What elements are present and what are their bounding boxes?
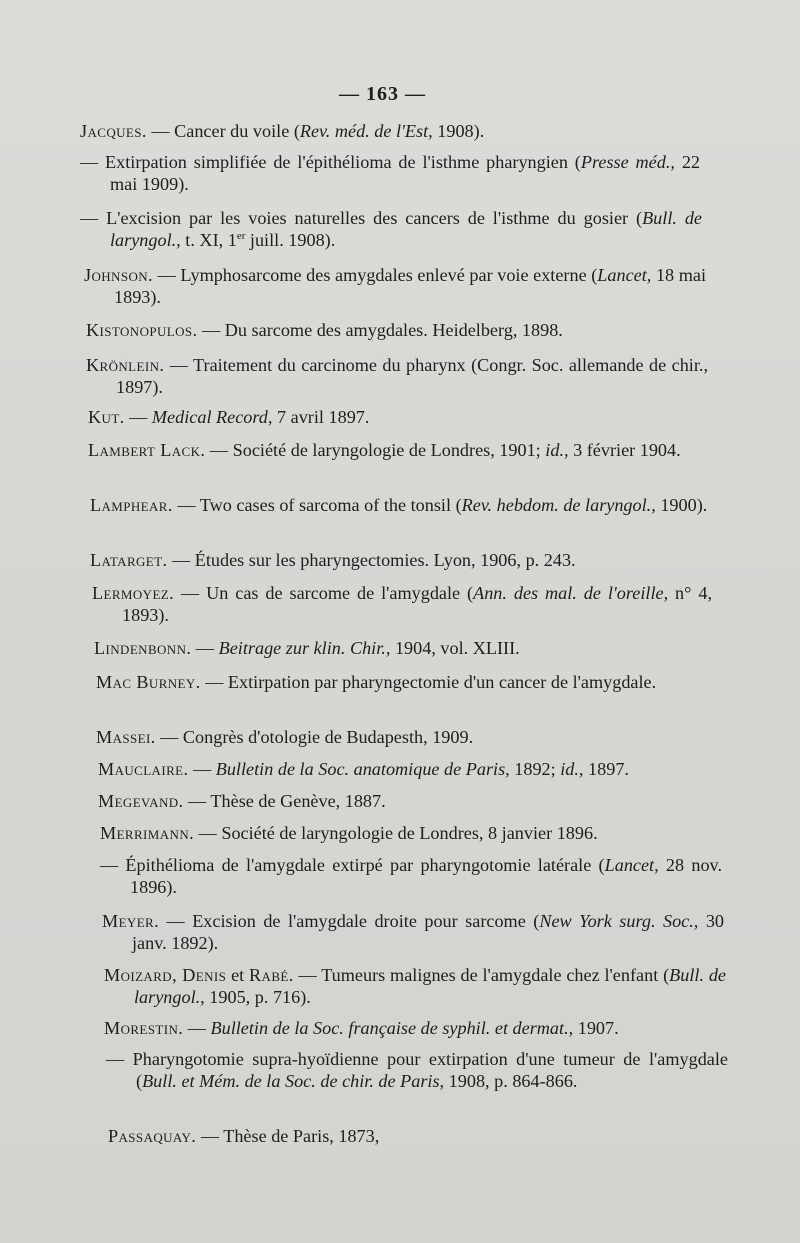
bibliography-entry <box>106 1048 728 1093</box>
entry-source: id., <box>545 440 569 460</box>
entry-author: Lermoyez. <box>92 583 175 603</box>
entry-text: — <box>124 407 152 427</box>
entry-text: — L'excision par les voies naturelles des cancers de l'isthme du gosier ( <box>80 208 643 228</box>
entry-source: Bulletin de la Soc. anatomique de Paris, <box>215 759 510 779</box>
entry-author: Massei. <box>96 727 156 747</box>
entry-text-end: 3 février 1904. <box>568 440 681 460</box>
entry-text-end: 7 avril 1897. <box>272 407 370 427</box>
entry-author: Jacques. <box>80 121 147 141</box>
bibliography-entry <box>94 637 714 659</box>
entry-author: Passaquay. <box>108 1126 197 1146</box>
entry-coauthor: Rabé. <box>249 965 294 985</box>
entry-text-end: 18 mai 1893). <box>114 265 706 308</box>
entry-text-end: juill. 1908). <box>245 230 336 251</box>
entry-text: — Two cases of sarcoma of the tonsil ( <box>172 495 462 515</box>
entry-source: Medical Record, <box>151 407 273 427</box>
bibliography-entry <box>100 854 722 899</box>
entry-author: Kut. <box>88 407 125 427</box>
bibliography-entry <box>98 758 738 780</box>
entry-source: Bull. et Mém. de la Soc. de chir. de Paris, <box>142 1071 445 1092</box>
bibliography-entry <box>84 264 706 309</box>
bibliography-entry <box>96 726 736 748</box>
entry-text-mid: 1892; <box>509 759 561 779</box>
entry-author: Kistonopulos. <box>86 320 198 340</box>
entry-source: Ann. des mal. de l'oreille, <box>473 583 669 603</box>
entry-source: Lancet, <box>604 855 659 875</box>
bibliography-entry <box>96 671 716 693</box>
entry-text: — Cancer du voile ( <box>146 121 300 141</box>
entry-text-end: 1904, vol. XLIII. <box>390 638 520 658</box>
entry-author: Mauclaire. <box>98 759 189 779</box>
bibliography-entry <box>104 964 726 1009</box>
bibliography-entry <box>98 790 738 812</box>
entry-source: Bulletin de la Soc. française de syphil. et dermat., <box>210 1018 574 1038</box>
entry-text-end: 22 mai 1909). <box>110 152 701 195</box>
entry-author: Krönlein. <box>86 355 165 375</box>
entry-text-end: 1900). <box>655 495 708 515</box>
entry-text: et <box>226 965 250 985</box>
entry-text-end: n° 4, 1893). <box>122 583 712 626</box>
entry-text: — Traitement du carcinome du pharynx (Congr. Soc. allemande de chir., 1897). <box>116 355 708 398</box>
entry-text: — Épithélioma de l'amygdale extirpé par pharyngotomie latérale ( <box>100 855 605 875</box>
entry-source: Lancet, <box>597 265 652 285</box>
bibliography-entry <box>90 494 710 516</box>
entry-text-end: 1905, p. 716). <box>204 987 311 1008</box>
entry-text: — Thèse de Paris, 1873, <box>196 1126 380 1146</box>
entry-text: — Extirpation simplifiée de l'épithélioma de l'isthme pharyngien ( <box>80 152 581 172</box>
entry-text: — Études sur les pharyngectomies. Lyon, 1906, p. 243. <box>167 550 576 570</box>
entry-author: Johnson. <box>84 265 153 285</box>
entry-text: — Du sarcome des amygdales. Heidelberg, 1898. <box>197 320 563 340</box>
bibliography-entry <box>90 549 730 571</box>
entry-source: Beitrage zur klin. Chir., <box>218 638 391 658</box>
bibliography-entry <box>80 120 600 142</box>
entry-text: — Extirpation par pharyngectomie d'un cancer de l'amygdale. <box>200 672 657 692</box>
entry-text-end: 1908). <box>432 121 485 141</box>
entry-text: — Lymphosarcome des amygdales enlevé par voie externe ( <box>153 265 598 285</box>
entry-text: — Excision de l'amygdale droite pour sarcome ( <box>159 911 540 931</box>
entry-ibid: id., <box>560 759 584 779</box>
bibliography-entry <box>92 582 712 627</box>
bibliography-entry <box>104 1017 744 1039</box>
entry-text-mid: t. XI, 1 <box>180 230 237 251</box>
entry-author: Megevand. <box>98 791 184 811</box>
bibliography-entry <box>80 151 700 196</box>
bibliography-entry <box>86 354 708 399</box>
entry-author: Morestin. <box>104 1018 184 1038</box>
bibliography-entry <box>88 439 708 461</box>
bibliography-entry <box>86 319 726 341</box>
bibliography-entry <box>102 910 724 955</box>
entry-text-end: 1908, p. 864-866. <box>444 1071 578 1092</box>
entry-text: — Société de laryngologie de Londres, 8 janvier 1896. <box>194 823 598 843</box>
entry-text: — Thèse de Genève, 1887. <box>183 791 386 811</box>
page-number: — 163 — <box>339 83 426 105</box>
entry-text: — Pharyngotomie supra-hyoïdienne pour extirpation d'une tumeur de l'amygdale ( <box>106 1049 728 1092</box>
entry-text-end: 30 janv. 1892). <box>132 911 725 954</box>
entry-text: — <box>183 1018 211 1038</box>
entry-text: — Un cas de sarcome de l'amygdale ( <box>174 583 474 603</box>
entry-text-2: — Tumeurs malignes de l'amygdale chez l'enfant ( <box>293 965 670 985</box>
bibliography-entry <box>108 1125 708 1147</box>
entry-author: Lindenbonn. <box>94 638 192 658</box>
entry-text-end: 1907. <box>573 1018 619 1038</box>
entry-text-end: 1897. <box>583 759 629 779</box>
entry-source: Rev. méd. de l'Est, <box>299 121 433 141</box>
entry-source: Bull. de laryngol., <box>110 208 702 251</box>
entry-author: Mac Burney. <box>96 672 201 692</box>
bibliography-entry <box>80 207 702 252</box>
entry-text: — Congrès d'otologie de Budapesth, 1909. <box>155 727 474 747</box>
entry-author: Meyer. <box>102 911 160 931</box>
entry-author: Latarget. <box>90 550 168 570</box>
entry-author: Lamphear. <box>90 495 173 515</box>
entry-author: Merrimann. <box>100 823 195 843</box>
entry-source: Presse méd., <box>580 152 675 172</box>
entry-author: Moizard, Denis <box>104 965 227 985</box>
entry-text-end: 28 nov. 1896). <box>130 855 722 898</box>
entry-source: Rev. hebdom. de laryngol., <box>461 495 656 515</box>
entry-source: Bull. de laryngol., <box>134 965 726 1008</box>
entry-text: — Société de laryngologie de Londres, 1901; <box>205 440 546 460</box>
entry-superscript: er <box>236 230 246 243</box>
entry-source: New York surg. Soc., <box>539 911 699 931</box>
entry-text: — <box>191 638 219 658</box>
entry-author: Lambert Lack. <box>88 440 206 460</box>
bibliography-entry <box>100 822 740 844</box>
entry-text: — <box>188 759 216 779</box>
bibliography-entry <box>88 406 688 428</box>
